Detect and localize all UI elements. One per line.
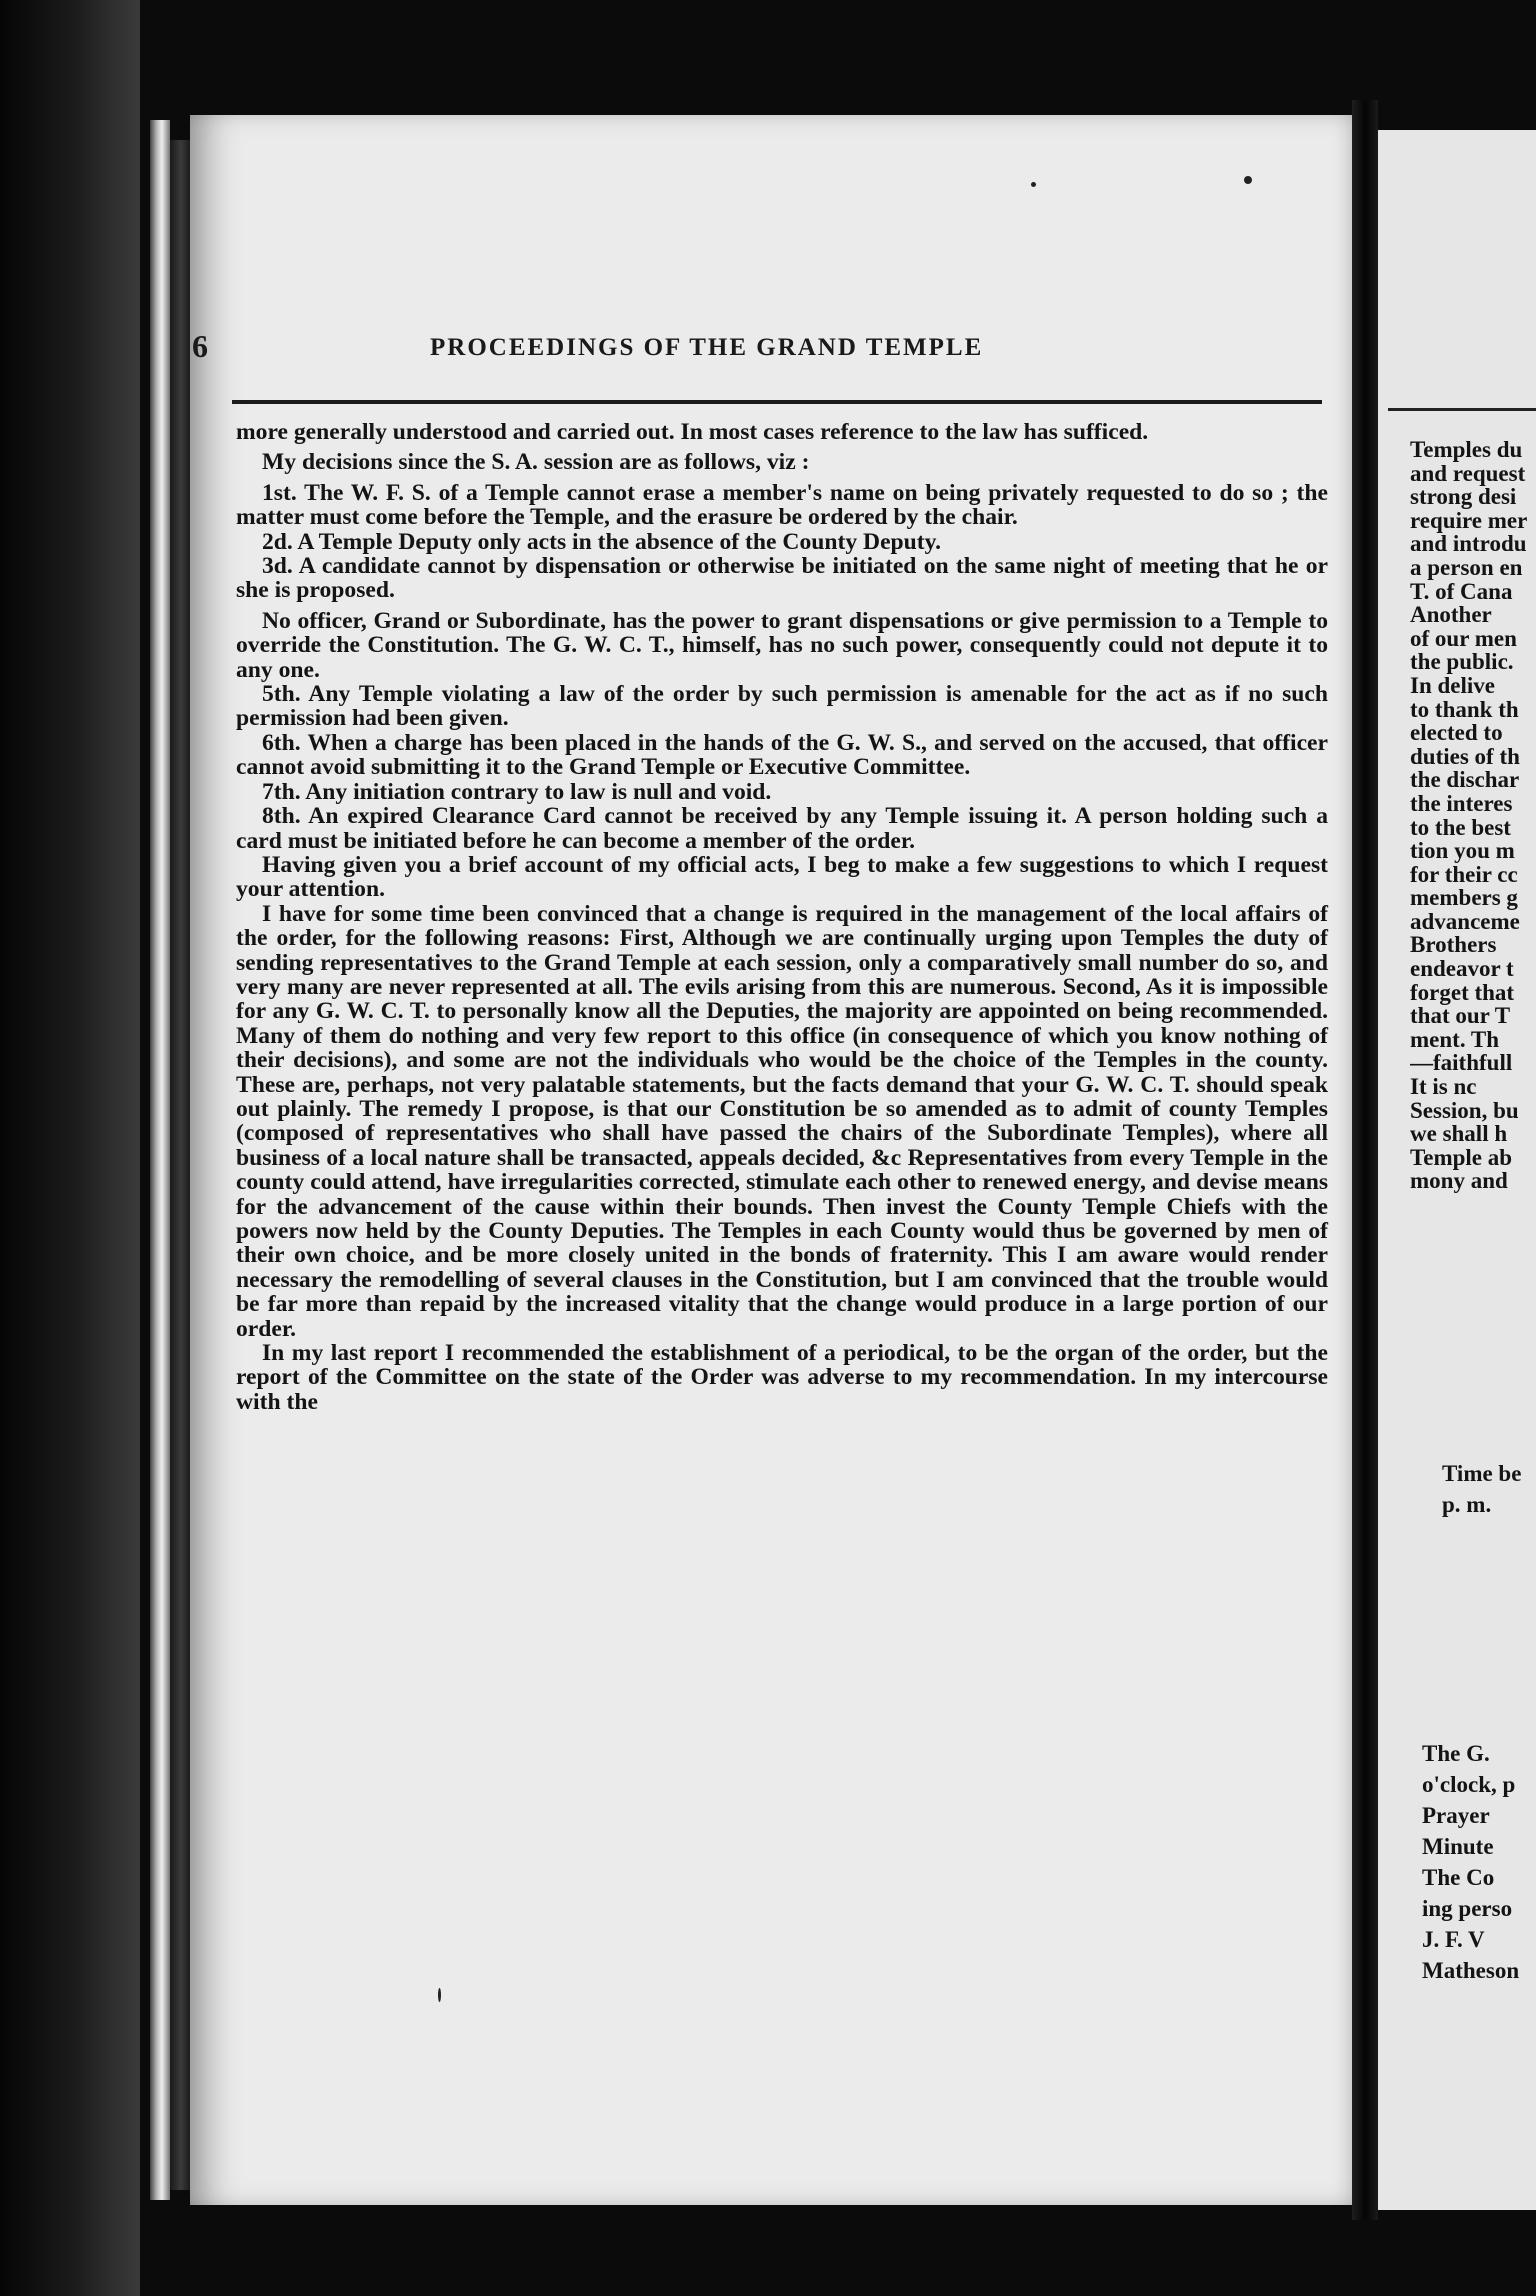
paragraph: My decisions since the S. A. session are as follows, viz :	[262, 449, 810, 476]
facing-page-line: T. of Cana	[1410, 578, 1513, 604]
facing-page-line: endeavor t	[1410, 956, 1514, 982]
facing-page-line: the dischar	[1410, 767, 1520, 793]
paragraph: 7th. Any initiation contrary to law is null and void.	[262, 778, 772, 805]
facing-page-line: a person en	[1410, 554, 1523, 580]
facing-page-line: strong desi	[1410, 484, 1517, 510]
facing-page-text-top	[1410, 438, 1536, 1193]
facing-page-line: —faithfull	[1410, 1050, 1513, 1076]
running-head: PROCEEDINGS OF THE GRAND TEMPLE	[430, 334, 984, 361]
facing-page-line: In delive	[1410, 672, 1495, 698]
facing-page-line: Prayer	[1422, 1803, 1490, 1828]
page-edge-shadow	[170, 140, 192, 2190]
facing-page-line: for their cc	[1410, 861, 1518, 887]
facing-page-line: that our T	[1410, 1003, 1511, 1029]
paragraph: I have for some time been convinced that a change is required in the management of the local affairs of the order, for the following reasons: First, Although we are continually urging upon Temples the duty of sending representatives to the Grand Temple at each session, only a comparatively small number do so, and very many are never represented at all. The evils arising from this are numerous. Second, As it is impossible for any G. W. C. T. to personally know all the Deputies, the majority are appointed on being recommended. Many of them do nothing and very few report to this office (in consequence of which you know nothing of their decisions), and some are not the individuals who would be the choice of the Temples in the county. These are, perhaps, not very palatable statements, but the facts demand that your G. W. C. T. should speak out plainly. The remedy I propose, is that our Constitution be so amended as to admit of county Temples (composed of representatives who shall have passed the chairs of the Subordinate Temples), where all business of a local nature shall be transacted, appeals decided, &c Representatives from every Temple in the county could attend, have irregularities corrected, stimulate each other to renewed energy, and devise means for the advancement of the cause within their bounds. Then invest the County Temple Chiefs with the powers now held by the County Deputies. The Temples in each County would thus be governed by men of their own choice, and be more closely united in the bonds of fraternity. This I am aware would render necessary the remodelling of several clauses in the Constitution, but I am convinced that the trouble would be far more than repaid by the increased vitality that the change would produce in a large portion of our order.	[236, 900, 1328, 1342]
facing-page-line: The G.	[1422, 1741, 1490, 1766]
facing-page-line: advanceme	[1410, 908, 1520, 934]
paragraph: No officer, Grand or Subordinate, has the power to grant dispensations or give permission to a Temple to override the Constitution. The G. W. C. T., himself, has no such power, consequently could not depute it to any one.	[236, 607, 1328, 683]
facing-page-line: elected to	[1410, 720, 1503, 746]
page-body	[236, 420, 1328, 1414]
facing-page-line: and introdu	[1410, 531, 1527, 557]
facing-page-line: Temples du	[1410, 438, 1523, 462]
facing-page-line: the public.	[1410, 649, 1514, 675]
facing-page-line: The Co	[1422, 1865, 1495, 1890]
paragraph: 2d. A Temple Deputy only acts in the absence of the County Deputy.	[262, 528, 942, 555]
facing-page-line: to thank th	[1410, 696, 1519, 722]
header-rule	[232, 400, 1322, 404]
book-gutter	[1352, 100, 1378, 2220]
facing-page-line: we shall h	[1410, 1121, 1508, 1147]
paper-speck	[1031, 182, 1036, 187]
facing-page-line: duties of th	[1410, 743, 1520, 769]
facing-page-line: Temple ab	[1410, 1144, 1513, 1170]
facing-page-line: p. m.	[1442, 1492, 1492, 1517]
paragraph: more generally understood and carried out. In most cases reference to the law has sufficed.	[236, 419, 1149, 445]
facing-page-line: ment. Th	[1410, 1026, 1500, 1052]
facing-page-line: It is nc	[1410, 1074, 1477, 1100]
facing-page-text-mid	[1442, 1458, 1536, 1520]
facing-page-line: o'clock, p	[1422, 1772, 1516, 1797]
facing-page-line: Minute	[1422, 1834, 1494, 1859]
facing-page-line: Session, bu	[1410, 1097, 1519, 1123]
paragraph: Having given you a brief account of my official acts, I beg to make a few suggestions to which I request your attention.	[236, 851, 1328, 903]
facing-page-line: J. F. V	[1422, 1927, 1485, 1952]
facing-page-line: Matheson	[1422, 1958, 1520, 1983]
paragraph: 5th. Any Temple violating a law of the order by such permission is amenable for the act as if no such permission had been given.	[236, 681, 1328, 732]
facing-page-line: ing perso	[1422, 1896, 1513, 1921]
facing-page-line: Brothers	[1410, 932, 1497, 958]
facing-page-line: Another	[1410, 602, 1492, 628]
facing-page-line: members g	[1410, 885, 1518, 911]
facing-page-line: the interes	[1410, 790, 1513, 816]
facing-page-line: of our men	[1410, 625, 1517, 651]
paragraph: 3d. A candidate cannot by dispensation or otherwise be initiated on the same night of meeting that he or she is proposed.	[236, 553, 1328, 604]
facing-page-line: require mer	[1410, 507, 1528, 533]
paper-speck	[438, 1988, 441, 2002]
facing-page-text-lower	[1422, 1738, 1536, 1986]
facing-page-line: and request	[1410, 460, 1526, 486]
page-number: 6	[192, 328, 208, 364]
facing-page-line: to the best	[1410, 814, 1511, 840]
paragraph: 8th. An expired Clearance Card cannot be received by any Temple issuing it. A person holding such a card must be initiated before he can become a member of the order.	[236, 803, 1328, 854]
facing-page-line: tion you m	[1410, 838, 1515, 864]
facing-page-line: mony and	[1410, 1168, 1508, 1193]
paper-speck	[1244, 176, 1252, 184]
facing-page-line: Time be	[1442, 1461, 1522, 1486]
paragraph: In my last report I recommended the establishment of a periodical, to be the organ of the order, but the report of the Committee on the state of the Order was adverse to my recommendation. In my intercourse with the	[236, 1340, 1328, 1415]
page-edge-highlight	[150, 120, 170, 2200]
book-binding	[0, 0, 140, 2296]
paragraph: 1st. The W. F. S. of a Temple cannot erase a member's name on being privately requested to do so ; the matter must come before the Temple, and the erasure be ordered by the chair.	[236, 479, 1328, 531]
facing-page-line: forget that	[1410, 979, 1515, 1005]
paragraph: 6th. When a charge has been placed in the hands of the G. W. S., and served on the accused, that officer cannot avoid submitting it to the Grand Temple or Executive Committee.	[236, 729, 1328, 781]
facing-page-rule	[1388, 408, 1536, 411]
